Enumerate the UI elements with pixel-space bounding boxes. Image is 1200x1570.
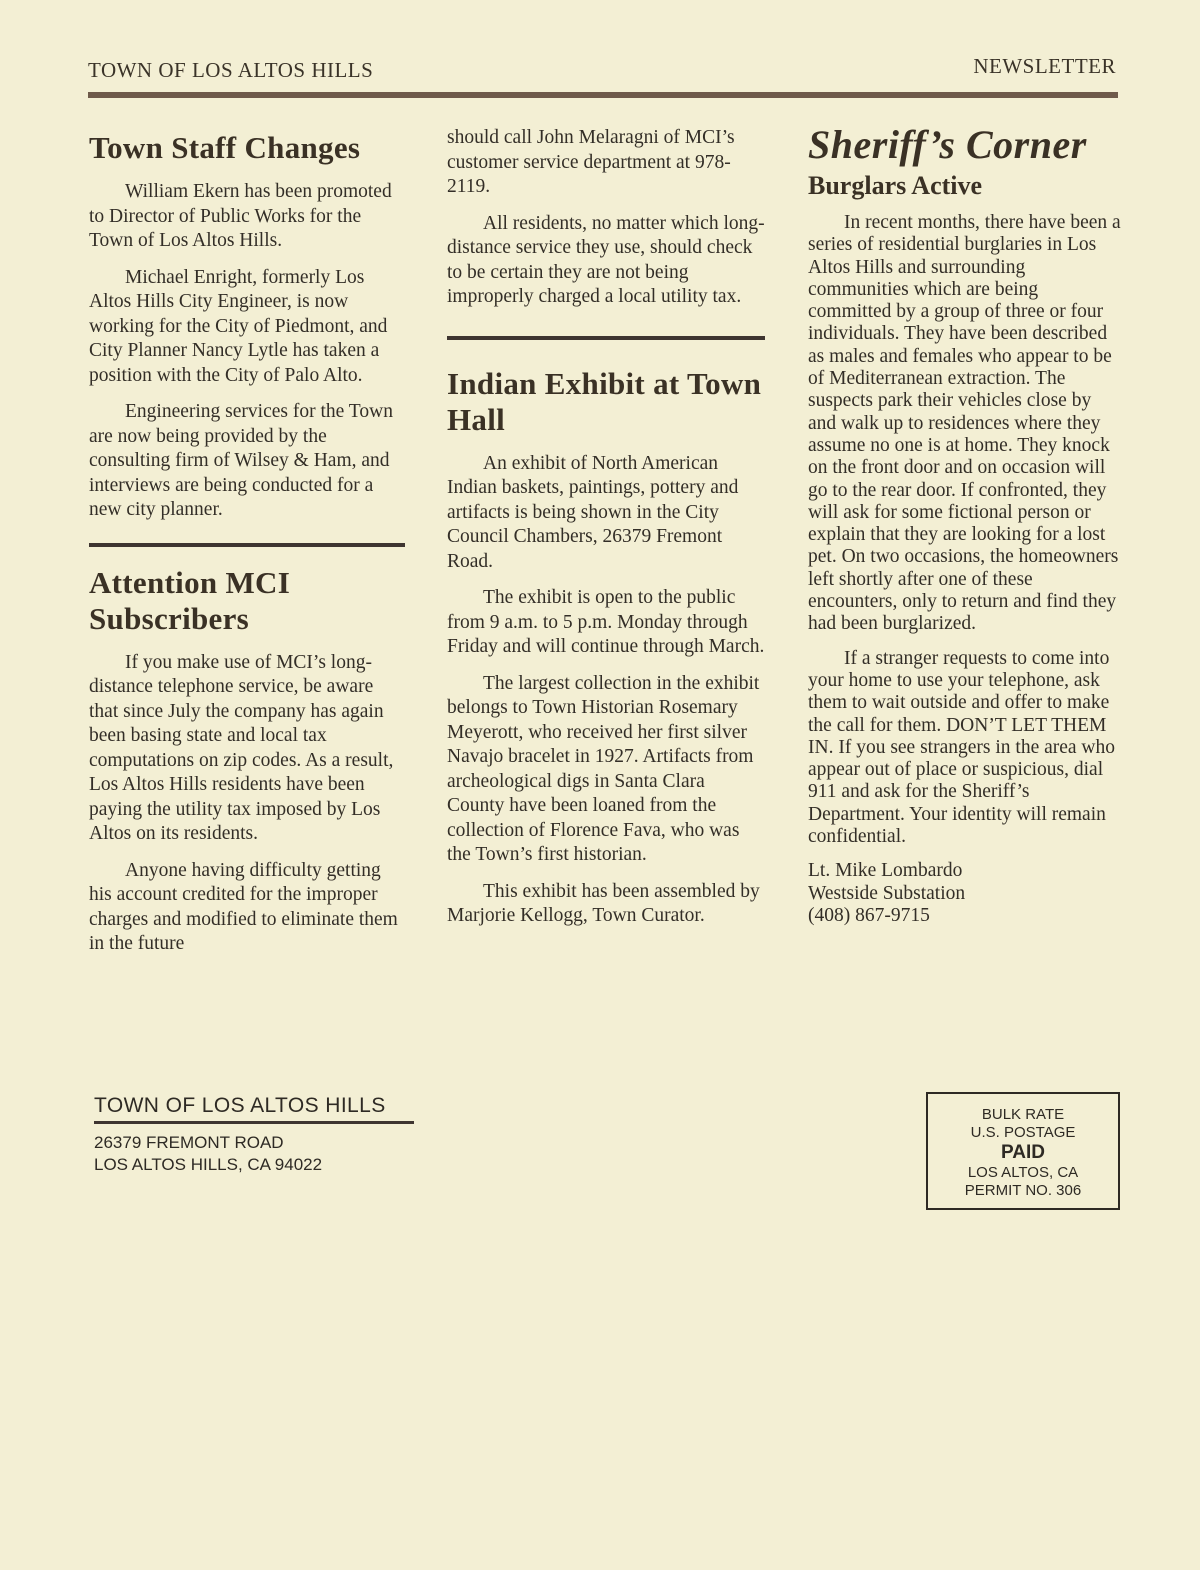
sheriff-subtitle: Burglars Active <box>808 171 983 200</box>
exhibit-paragraph: The exhibit is open to the public from 9 a.m. to 5 p.m. Monday through Friday and will continue through March. <box>447 587 765 657</box>
postage-line: U.S. POSTAGE <box>970 1124 1076 1141</box>
header-right: NEWSLETTER <box>973 54 1116 78</box>
postage-line: PERMIT NO. 306 <box>964 1182 1082 1199</box>
mci-paragraph: Anyone having difficulty getting his account credited for the improper charges and modified to eliminate them in the future <box>89 859 398 954</box>
mci-paragraph: All residents, no matter which long-distance service they use, should check to be certain they are not being improperly charged a local utility tax. <box>447 212 765 307</box>
signature-line: Westside Substation <box>808 882 966 904</box>
mci-paragraph-continued: should call John Melaragni of MCI’s customer service department at 978-2119. <box>447 127 735 197</box>
exhibit-title: Indian Exhibit at Town Hall <box>447 365 762 437</box>
return-address-title: TOWN OF LOS ALTOS HILLS <box>94 1094 386 1117</box>
sheriff-signature <box>808 860 1124 928</box>
column-1 <box>89 122 405 969</box>
staff-paragraph: Engineering services for the Town are now being provided by the consulting firm of Wilsey & Ham, and interviews are being conducted for a new city planner. <box>89 401 393 520</box>
column-3 <box>808 122 1124 928</box>
header-left: TOWN OF LOS ALTOS HILLS <box>88 58 374 82</box>
postage-indicia <box>926 1092 1120 1210</box>
mci-title: Attention MCI Subscribers <box>89 564 291 636</box>
header-rule <box>88 92 1118 98</box>
exhibit-paragraph: The largest collection in the exhibit belongs to Town Historian Rosemary Meyerott, who received her first silver Navajo bracelet in 1927. Artifacts from archeological digs in Santa Clara County have been loaned from the collection of Florence Fava, who was the Town’s first historian. <box>447 672 760 865</box>
exhibit-paragraph: This exhibit has been assembled by Marjorie Kellogg, Town Curator. <box>447 880 760 926</box>
return-address <box>94 1094 414 1176</box>
return-address-rule <box>94 1121 414 1124</box>
sheriff-paragraph: In recent months, there have been a series of residential burglaries in Los Altos Hills and surrounding communities which are being committed by a group of three or four individuals. They have been described as males and females who appear to be of Mediterranean extraction. The suspects park their vehicles close by and walk up to residences where they assume no one is at home. They knock on the front door and on occasion will go to the rear door. If confronted, they will ask for some fictional person or explain that they are looking for a lost pet. On two occasions, the homeowners left shortly after one of these encounters, only to return and find they had been burglarized. <box>808 212 1121 635</box>
staff-title: Town Staff Changes <box>89 130 361 165</box>
sheriff-title: Sheriff’s Corner <box>808 122 1087 167</box>
column-2 <box>447 126 765 941</box>
mci-paragraph: If you make use of MCI’s long-distance telephone service, be aware that since July the company has again been basing state and local tax computations on zip codes. As a result, Los Altos Hills residents have been paying the utility tax imposed by Los Altos on its residents. <box>89 651 394 844</box>
postage-line: LOS ALTOS, CA <box>967 1164 1079 1181</box>
signature-line: (408) 867-9715 <box>808 905 930 927</box>
postage-line: BULK RATE <box>981 1106 1065 1123</box>
return-address-line: LOS ALTOS HILLS, CA 94022 <box>94 1155 323 1174</box>
signature-line: Lt. Mike Lombardo <box>808 860 963 882</box>
staff-paragraph: William Ekern has been promoted to Director of Public Works for the Town of Los Altos Hills. <box>89 181 392 251</box>
section-divider <box>447 336 765 340</box>
exhibit-paragraph: An exhibit of North American Indian baskets, paintings, pottery and artifacts is being shown in the City Council Chambers, 26379 Fremont Road. <box>447 452 739 572</box>
sheriff-paragraph: If a stranger requests to come into your home to use your telephone, ask them to wait outside and offer to make the call for them. DON’T LET THEM IN. If you see strangers in the area who appear out of place or suspicious, dial 911 and ask for the Sheriff’s Department. Your identity will remain confidential. <box>808 647 1116 848</box>
section-divider <box>89 543 405 547</box>
postage-paid: PAID <box>1001 1142 1045 1163</box>
staff-paragraph: Michael Enright, formerly Los Altos Hills City Engineer, is now working for the City of Piedmont, and City Planner Nancy Lytle has taken a position with the City of Palo Alto. <box>89 266 388 386</box>
return-address-line: 26379 FREMONT ROAD <box>94 1133 284 1152</box>
